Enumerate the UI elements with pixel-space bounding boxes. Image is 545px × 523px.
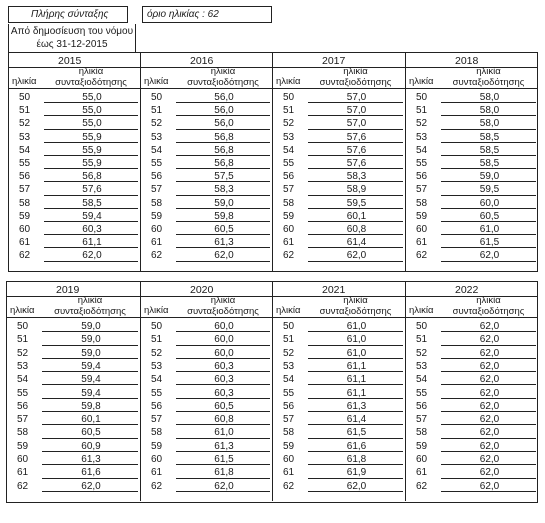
pension-age-cell: 57,0 <box>346 92 367 103</box>
pension-age-cell: 62,0 <box>81 480 101 492</box>
age-cell: 50 <box>415 92 428 103</box>
age-cell: 59 <box>18 210 31 222</box>
age-cell: 52 <box>282 347 295 359</box>
age-cell: 56 <box>282 171 295 183</box>
pension-age-cell: 62,0 <box>479 480 500 492</box>
year-label: 2017 <box>322 55 346 67</box>
column-header-pension-age <box>176 66 270 88</box>
age-cell: 56 <box>150 400 163 412</box>
age-cell: 52 <box>16 347 29 359</box>
age-cell: 51 <box>282 105 295 117</box>
pension-age-cell: 62,0 <box>479 467 500 479</box>
row-underline <box>42 491 138 492</box>
pension-age-cell: 57,0 <box>346 118 367 130</box>
age-cell: 60 <box>282 224 295 235</box>
age-cell: 56 <box>16 400 29 412</box>
table-row <box>272 248 405 263</box>
age-cell: 61 <box>150 237 163 249</box>
column-header-pension-line1: ηλικία <box>78 66 104 77</box>
age-cell: 54 <box>415 374 428 386</box>
column-header-age: ηλικία <box>276 76 301 87</box>
age-cell: 54 <box>282 374 295 386</box>
pension-age-cell: 60,3 <box>214 374 234 386</box>
table-row <box>8 248 140 263</box>
column-header-pension-line1: ηλικία <box>210 295 236 306</box>
pension-age-cell: 61,8 <box>346 454 367 465</box>
age-cell: 57 <box>415 414 428 426</box>
age-cell: 57 <box>282 184 295 196</box>
header-right-label: όριο ηλικίας : 62 <box>147 9 219 20</box>
age-cell: 54 <box>415 144 428 156</box>
pension-age-cell: 58,5 <box>82 197 102 209</box>
age-cell: 62 <box>150 250 163 262</box>
pension-age-cell: 61,3 <box>81 454 101 465</box>
header-underline <box>140 88 272 89</box>
pension-age-cell: 62,0 <box>214 480 234 492</box>
age-cell: 51 <box>18 105 31 117</box>
pension-age-cell: 55,9 <box>82 158 102 169</box>
column-header-pension-line1: ηλικία <box>476 295 501 306</box>
pension-age-cell: 62,0 <box>479 360 500 372</box>
pension-age-cell: 57,6 <box>346 158 367 169</box>
pension-age-cell: 61,6 <box>346 440 367 452</box>
age-cell: 60 <box>16 454 29 465</box>
age-cell: 51 <box>415 334 428 346</box>
pension-age-cell: 62,0 <box>479 387 500 399</box>
age-cell: 61 <box>150 467 163 479</box>
age-cell: 59 <box>415 210 428 222</box>
age-cell: 60 <box>150 454 163 465</box>
header-subtitle <box>8 24 136 52</box>
pension-age-cell: 61,1 <box>346 387 367 399</box>
pension-age-cell: 58,3 <box>214 184 234 196</box>
pension-age-cell: 62,0 <box>479 374 500 386</box>
age-cell: 62 <box>150 480 163 492</box>
age-cell: 58 <box>16 427 29 439</box>
year-label: 2019 <box>56 284 80 296</box>
pension-age-cell: 59,0 <box>81 334 101 346</box>
year-label: 2020 <box>190 284 214 296</box>
age-cell: 59 <box>282 210 295 222</box>
age-cell: 62 <box>282 250 295 262</box>
pension-age-cell: 56,8 <box>82 171 102 183</box>
column-header-pension-line2: συνταξιοδότησης <box>319 306 392 317</box>
pension-age-cell: 60,0 <box>214 321 234 332</box>
pension-age-cell: 58,0 <box>479 92 500 103</box>
age-cell: 59 <box>150 440 163 452</box>
pension-age-cell: 62,0 <box>346 480 367 492</box>
header-subtitle-line2: έως 31-12-2015 <box>36 39 108 50</box>
column-header-age: ηλικία <box>144 305 169 316</box>
pension-age-cell: 60,3 <box>214 360 234 372</box>
year-section-2021 <box>272 281 405 523</box>
pension-age-cell: 60,3 <box>82 224 102 235</box>
age-cell: 53 <box>16 360 29 372</box>
age-cell: 55 <box>18 158 31 169</box>
pension-age-cell: 55,0 <box>82 105 102 117</box>
age-cell: 62 <box>282 480 295 492</box>
age-cell: 57 <box>18 184 31 196</box>
age-cell: 53 <box>150 360 163 372</box>
pension-age-cell: 59,8 <box>81 400 101 412</box>
age-cell: 53 <box>18 131 31 143</box>
row-underline <box>308 491 403 492</box>
column-header-pension-age <box>176 295 270 317</box>
column-header-pension-line2: συνταξιοδότησης <box>452 306 525 317</box>
age-cell: 55 <box>16 387 29 399</box>
header-underline <box>272 317 405 318</box>
column-header-pension-line2: συνταξιοδότησης <box>187 77 259 88</box>
age-cell: 61 <box>282 237 295 249</box>
header-underline <box>405 88 538 89</box>
column-header-pension-age <box>308 295 403 317</box>
column-header-pension-line2: συνταξιοδότησης <box>319 77 392 88</box>
age-cell: 60 <box>282 454 295 465</box>
column-header-pension-age <box>44 66 138 88</box>
age-cell: 56 <box>415 171 428 183</box>
pension-age-cell: 61,1 <box>82 237 102 249</box>
column-header-pension-line1: ηλικία <box>343 66 368 77</box>
year-section-2017 <box>272 52 405 294</box>
age-cell: 60 <box>150 224 163 235</box>
pension-age-cell: 55,0 <box>82 92 102 103</box>
age-cell: 58 <box>150 427 163 439</box>
header-underline <box>8 88 140 89</box>
year-label: 2016 <box>190 55 214 67</box>
age-cell: 58 <box>150 197 163 209</box>
age-cell: 53 <box>415 360 428 372</box>
age-cell: 58 <box>415 427 428 439</box>
pension-age-cell: 56,8 <box>214 131 234 143</box>
pension-age-cell: 55,0 <box>82 118 102 130</box>
year-section-2016 <box>140 52 272 294</box>
age-cell: 51 <box>16 334 29 346</box>
age-cell: 51 <box>415 105 428 117</box>
pension-age-cell: 59,4 <box>81 374 101 386</box>
age-cell: 57 <box>150 184 163 196</box>
pension-age-cell: 62,0 <box>479 454 500 465</box>
pension-age-cell: 61,0 <box>479 224 500 235</box>
table-block-2015-2018 <box>0 52 545 274</box>
pension-age-cell: 56,0 <box>214 118 234 130</box>
age-cell: 59 <box>415 440 428 452</box>
pension-age-cell: 62,0 <box>479 347 500 359</box>
pension-age-cell: 62,0 <box>479 250 500 262</box>
pension-age-cell: 59,0 <box>81 347 101 359</box>
year-section-2022 <box>405 281 538 523</box>
pension-age-cell: 58,5 <box>479 158 500 169</box>
row-underline <box>44 261 138 262</box>
age-cell: 53 <box>282 360 295 372</box>
table-block-2019-2022 <box>0 281 545 505</box>
column-header-age: ηλικία <box>409 76 434 87</box>
column-header-pension-age <box>308 66 403 88</box>
column-header-pension-line2: συνταξιοδότησης <box>452 77 525 88</box>
age-cell: 55 <box>282 387 295 399</box>
pension-age-cell: 60,0 <box>214 347 234 359</box>
year-label: 2018 <box>455 55 479 67</box>
pension-age-cell: 57,5 <box>214 171 234 183</box>
pension-age-cell: 58,5 <box>479 144 500 156</box>
age-cell: 62 <box>18 250 31 262</box>
pension-age-cell: 62,0 <box>346 250 367 262</box>
age-cell: 55 <box>150 387 163 399</box>
pension-age-cell: 57,6 <box>346 131 367 143</box>
age-cell: 52 <box>150 118 163 130</box>
age-cell: 52 <box>415 118 428 130</box>
pension-age-cell: 57,6 <box>82 184 102 196</box>
pension-age-cell: 60,3 <box>214 387 234 399</box>
age-cell: 52 <box>18 118 31 130</box>
table-row <box>272 479 405 494</box>
age-cell: 56 <box>282 400 295 412</box>
header-underline <box>405 317 538 318</box>
age-cell: 51 <box>150 105 163 117</box>
age-cell: 57 <box>16 414 29 426</box>
table-row <box>140 248 272 263</box>
pension-age-cell: 61,0 <box>346 347 367 359</box>
header-subtitle-line1: Από δημοσίευση του νόμου <box>10 26 134 37</box>
age-cell: 50 <box>150 321 163 332</box>
pension-age-cell: 60,9 <box>81 440 101 452</box>
age-cell: 55 <box>150 158 163 169</box>
pension-age-cell: 62,0 <box>479 400 500 412</box>
column-header-pension-line1: ηλικία <box>77 295 103 306</box>
pension-age-cell: 56,8 <box>214 144 234 156</box>
age-cell: 57 <box>282 414 295 426</box>
age-cell: 59 <box>282 440 295 452</box>
age-cell: 50 <box>150 92 163 103</box>
age-cell: 60 <box>18 224 31 235</box>
age-cell: 61 <box>18 237 31 249</box>
column-header-pension-line1: ηλικία <box>476 66 501 77</box>
pension-age-cell: 58,3 <box>346 171 367 183</box>
age-cell: 52 <box>415 347 428 359</box>
pension-age-cell: 60,1 <box>346 210 367 222</box>
pension-age-cell: 58,5 <box>479 131 500 143</box>
age-cell: 50 <box>18 92 31 103</box>
column-header-pension-age <box>42 295 138 317</box>
year-section-2019 <box>6 281 140 523</box>
header-left-label: Πλήρης σύνταξης <box>31 9 109 20</box>
pension-age-cell: 59,5 <box>346 197 367 209</box>
pension-age-cell: 61,3 <box>214 440 234 452</box>
pension-age-cell: 61,1 <box>346 374 367 386</box>
age-cell: 56 <box>18 171 31 183</box>
column-header-age: ηλικία <box>144 76 169 87</box>
table-row <box>405 479 538 494</box>
pension-age-cell: 62,0 <box>479 414 500 426</box>
age-cell: 52 <box>282 118 295 130</box>
year-section-2015 <box>8 52 140 294</box>
header-right-label-box <box>142 6 272 23</box>
year-label: 2022 <box>455 284 479 296</box>
pension-age-cell: 59,0 <box>214 197 234 209</box>
pension-age-cell: 60,8 <box>214 414 234 426</box>
row-underline <box>176 491 270 492</box>
pension-age-cell: 61,0 <box>214 427 234 439</box>
age-cell: 55 <box>415 387 428 399</box>
pension-age-cell: 58,9 <box>346 184 367 196</box>
pension-age-cell: 61,0 <box>346 321 367 332</box>
age-cell: 54 <box>150 374 163 386</box>
header-underline <box>6 317 140 318</box>
pension-age-cell: 56,0 <box>214 92 234 103</box>
age-cell: 60 <box>415 224 428 235</box>
pension-age-cell: 55,9 <box>82 131 102 143</box>
pension-age-cell: 60,5 <box>479 210 500 222</box>
age-cell: 53 <box>415 131 428 143</box>
age-cell: 50 <box>415 321 428 332</box>
table-row <box>6 479 140 494</box>
pension-age-cell: 62,0 <box>214 250 234 262</box>
age-cell: 54 <box>18 144 31 156</box>
age-cell: 54 <box>150 144 163 156</box>
year-label: 2021 <box>322 284 346 296</box>
age-cell: 61 <box>415 237 428 249</box>
column-header-pension-line2: συνταξιοδότησης <box>187 306 259 317</box>
pension-age-cell: 61,9 <box>346 467 367 479</box>
pension-age-cell: 56,8 <box>214 158 234 169</box>
pension-age-cell: 61,8 <box>214 467 234 479</box>
pension-age-cell: 60,0 <box>479 197 500 209</box>
age-cell: 52 <box>150 347 163 359</box>
pension-age-cell: 59,0 <box>81 321 101 332</box>
age-cell: 55 <box>415 158 428 169</box>
header-underline <box>140 317 272 318</box>
row-underline <box>441 261 536 262</box>
pension-age-cell: 59,5 <box>479 184 500 196</box>
age-cell: 59 <box>16 440 29 452</box>
age-cell: 54 <box>282 144 295 156</box>
pension-age-cell: 57,6 <box>346 144 367 156</box>
pension-age-cell: 55,9 <box>82 144 102 156</box>
age-cell: 62 <box>415 250 428 262</box>
pension-age-cell: 58,0 <box>479 118 500 130</box>
column-header-pension-line1: ηλικία <box>210 66 236 77</box>
pension-age-cell: 57,0 <box>346 105 367 117</box>
pension-age-cell: 61,5 <box>479 237 500 249</box>
column-header-age: ηλικία <box>409 305 434 316</box>
column-header-age: ηλικία <box>12 76 37 87</box>
age-cell: 50 <box>16 321 29 332</box>
age-cell: 61 <box>16 467 29 479</box>
column-header-age: ηλικία <box>276 305 301 316</box>
table-row <box>140 479 272 494</box>
column-header-pension-age <box>441 66 536 88</box>
age-cell: 59 <box>150 210 163 222</box>
pension-age-cell: 62,0 <box>479 440 500 452</box>
table-row <box>405 248 538 263</box>
pension-age-cell: 60,5 <box>214 224 234 235</box>
pension-age-cell: 62,0 <box>82 250 102 262</box>
row-underline <box>441 491 536 492</box>
age-cell: 58 <box>282 197 295 209</box>
age-cell: 53 <box>282 131 295 143</box>
pension-age-cell: 60,1 <box>81 414 101 426</box>
pension-age-cell: 61,1 <box>346 360 367 372</box>
pension-age-cell: 62,0 <box>479 321 500 332</box>
pension-age-cell: 61,4 <box>346 237 367 249</box>
column-header-pension-line1: ηλικία <box>343 295 368 306</box>
pension-age-cell: 62,0 <box>479 334 500 346</box>
row-underline <box>176 261 270 262</box>
age-cell: 56 <box>415 400 428 412</box>
pension-age-cell: 56,0 <box>214 105 234 117</box>
age-cell: 50 <box>282 321 295 332</box>
pension-age-cell: 59,4 <box>81 387 101 399</box>
age-cell: 53 <box>150 131 163 143</box>
age-cell: 58 <box>415 197 428 209</box>
pension-age-cell: 61,6 <box>81 467 101 479</box>
year-section-2018 <box>405 52 538 294</box>
age-cell: 57 <box>150 414 163 426</box>
column-header-pension-line2: συνταξιοδότησης <box>55 77 127 88</box>
pension-age-cell: 61,3 <box>214 237 234 249</box>
pension-age-cell: 61,0 <box>346 334 367 346</box>
pension-age-cell: 61,3 <box>346 400 367 412</box>
age-cell: 55 <box>282 158 295 169</box>
age-cell: 56 <box>150 171 163 183</box>
pension-age-cell: 60,5 <box>214 400 234 412</box>
pension-age-cell: 61,4 <box>346 414 367 426</box>
pension-age-cell: 59,4 <box>82 210 102 222</box>
age-cell: 51 <box>150 334 163 346</box>
pension-age-cell: 58,0 <box>479 105 500 117</box>
year-section-2020 <box>140 281 272 523</box>
column-header-pension-line2: συνταξιοδότησης <box>54 306 126 317</box>
age-cell: 62 <box>415 480 428 492</box>
age-cell: 58 <box>18 197 31 209</box>
age-cell: 57 <box>415 184 428 196</box>
age-cell: 60 <box>415 454 428 465</box>
column-header-age: ηλικία <box>10 305 35 316</box>
pension-age-cell: 61,5 <box>346 427 367 439</box>
pension-age-cell: 60,8 <box>346 224 367 235</box>
column-header-pension-age <box>441 295 536 317</box>
age-cell: 51 <box>282 334 295 346</box>
age-cell: 54 <box>16 374 29 386</box>
row-underline <box>308 261 403 262</box>
pension-age-cell: 60,0 <box>214 334 234 346</box>
age-cell: 58 <box>282 427 295 439</box>
age-cell: 61 <box>415 467 428 479</box>
pension-age-cell: 59,8 <box>214 210 234 222</box>
age-cell: 61 <box>282 467 295 479</box>
age-cell: 50 <box>282 92 295 103</box>
header-left-label-box <box>8 6 128 23</box>
pension-age-cell: 61,5 <box>214 454 234 465</box>
age-cell: 62 <box>16 480 29 492</box>
pension-age-cell: 62,0 <box>479 427 500 439</box>
header-underline <box>272 88 405 89</box>
pension-age-cell: 59,4 <box>81 360 101 372</box>
year-label: 2015 <box>58 55 82 67</box>
pension-age-cell: 59,0 <box>479 171 500 183</box>
pension-age-cell: 60,5 <box>81 427 101 439</box>
